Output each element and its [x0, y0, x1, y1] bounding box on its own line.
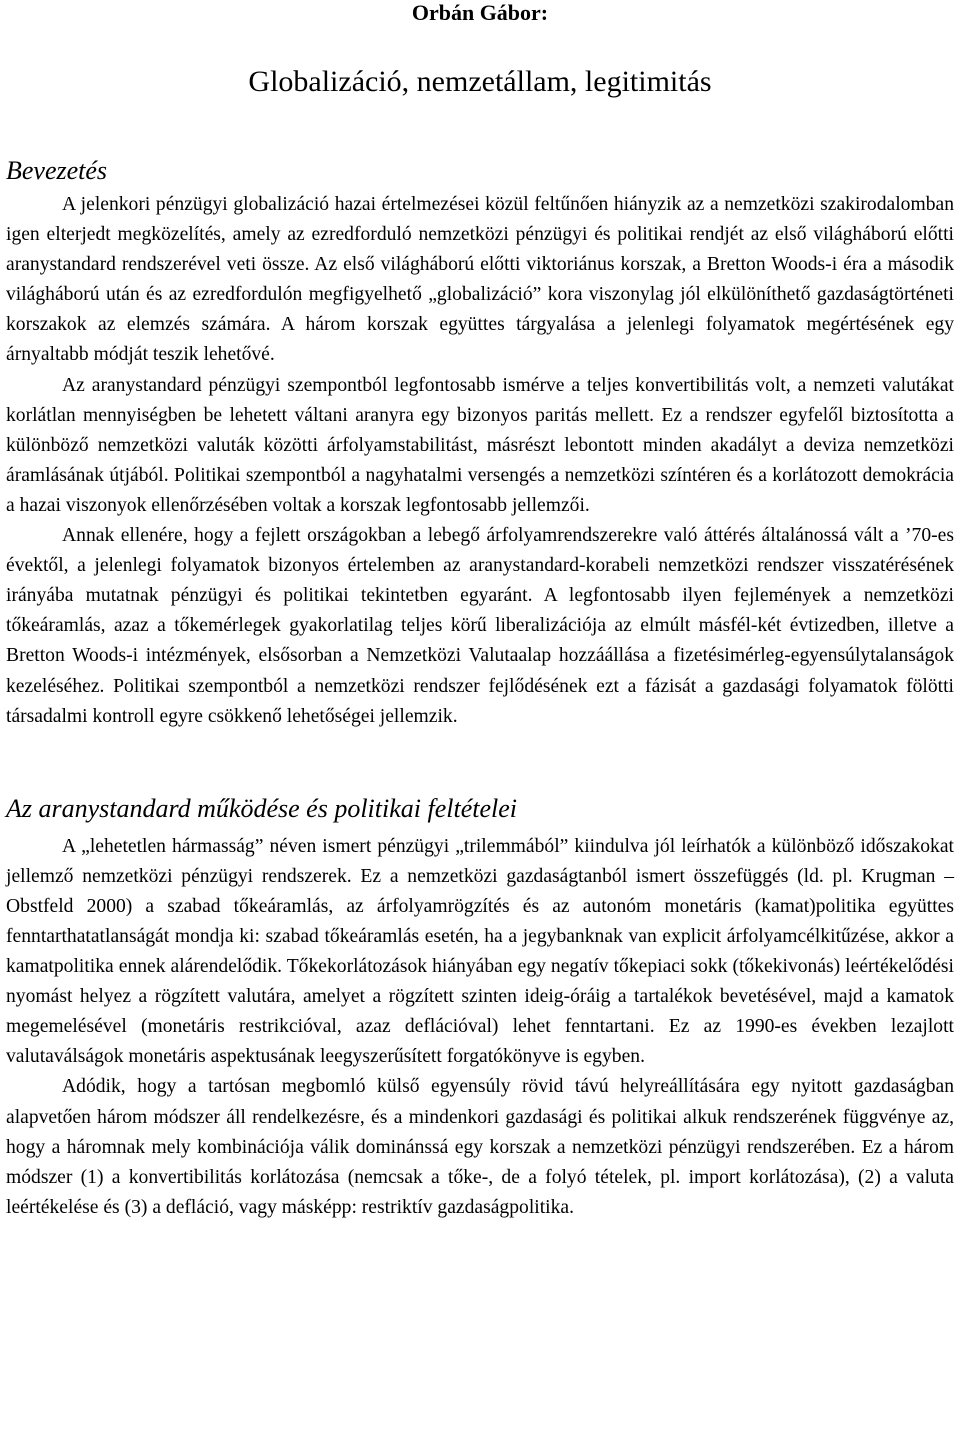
section-heading-introduction: Bevezetés — [6, 156, 108, 185]
paragraph: A jelenkori pénzügyi globalizáció hazai értelmezései közül feltűnően hiányzik az a nemzetközi szakirodalomban igen elterjedt megközelítés, amely az ezredforduló nemzetközi pénzügyi és politikai rendjét az első világháború előtti aranystandard rendszerével veti össze. Az első világháború előtti viktoriánus korszak, a Bretton Woods-i éra a második világháború után és az ezredfordulón megfigyelhető „globalizáció” kora viszonylag jól elkülöníthető gazdaságtörténeti korszakok az elemzés számára. A három korszak együttes tárgyalása a jelenlegi folyamatok megértésének egy árnyaltabb módját teszik lehetővé. — [6, 194, 954, 366]
document-title: Globalizáció, nemzetállam, legitimitás — [248, 65, 712, 98]
paragraph: Annak ellenére, hogy a fejlett országokban a lebegő árfolyamrendszerekre való áttérés általánossá vált a ’70-es évektől, a jelenlegi folyamatok bizonyos értelemben az aranystandard-korabeli nemzetközi rendszer visszatérésének irányába mutatnak pénzügyi és politikai tekintetben egyaránt. A legfontosabb ilyen fejlemények a nemzetközi tőkeáramlás, azaz a tőkemérlegek gyakorlatilag teljes körű liberalizációja az elmúlt másfél-két évtizedben, illetve a Bretton Woods-i intézmények, elsősorban a Nemzetközi Valutaalap hozzáállása a fizetésimérleg-egyensúlytalanságok kezeléséhez. Politikai szempontból a nemzetközi rendszer fejlődésének ezt a fázisát a gazdasági folyamatok fölötti társadalmi kontroll egyre csökkenő lehetőségei jellemzik. — [6, 525, 954, 727]
section-heading-gold-standard: Az aranystandard működése és politikai feltételei — [6, 793, 517, 823]
paragraph: A „lehetetlen hármasság” néven ismert pénzügyi „trilemmából” kiindulva jól leírhatók a különböző időszakokat jellemző nemzetközi pénzügyi rendszerek. Ez a nemzetközi gazdaságtanból ismert összefüggés (ld. pl. Krugman – Obstfeld 2000) a szabad tőkeáramlás, az árfolyamrögzítés és az autonóm monetáris (kamat)politika együttes fenntarthatatlanságát mondja ki: szabad tőkeáramlás esetén, ha a jegybanknak van explicit árfolyamcélkitűzése, akkor a kamatpolitika ennek alárendelődik. Tőkekorlátozások hiányában egy negatív tőkepiaci sokk (tőkekivonás) leértékelődési nyomást helyez a rögzített valutára, amelyet a rögzített szinten ideig-óráig a tartalékok bevetésével, majd a kamatok megemelésével (monetáris restrikcióval, azaz deflációval) lehet fenntartani. Ez az 1990-es években lezajlott valutaválságok monetáris aspektusának leegyszerűsített forgatókönyve is egyben. — [6, 835, 954, 1068]
paragraph: Adódik, hogy a tartósan megbomló külső egyensúly rövid távú helyreállítására egy nyitott gazdaságban alapvetően három módszer áll rendelkezésre, és a mindenkori gazdasági és politikai alkuk rendszerének függvénye az, hogy a háromnak mely kombinációja válik dominánssá egy korszak a nemzetközi pénzügyi rendszerében. Ez a három módszer (1) a konvertibilitás korlátozása (nemcsak a tőke-, de a folyó tételek, pl. import korlátozása), (2) a valuta leértékelése és (3) a defláció, vagy másképp: restriktív gazdaságpolitika. — [6, 1076, 954, 1218]
author-name: Orbán Gábor: — [411, 0, 549, 25]
paragraph: Az aranystandard pénzügyi szempontból legfontosabb ismérve a teljes konvertibilitás volt, a nemzeti valutákat korlátlan mennyiségben be lehetett váltani aranyra egy bizonyos paritás mellett. Ez a rendszer egyfelől biztosította a különböző nemzetközi valuták közötti árfolyamstabilitást, másrészt lebontott minden akadályt a deviza nemzetközi áramlásának útjából. Politikai szempontból a nagyhatalmi versengés a nemzetközi színtéren és a korlátozott demokrácia a hazai viszonyok ellenőrzésében voltak a korszak legfontosabb jellemzői. — [6, 374, 954, 516]
